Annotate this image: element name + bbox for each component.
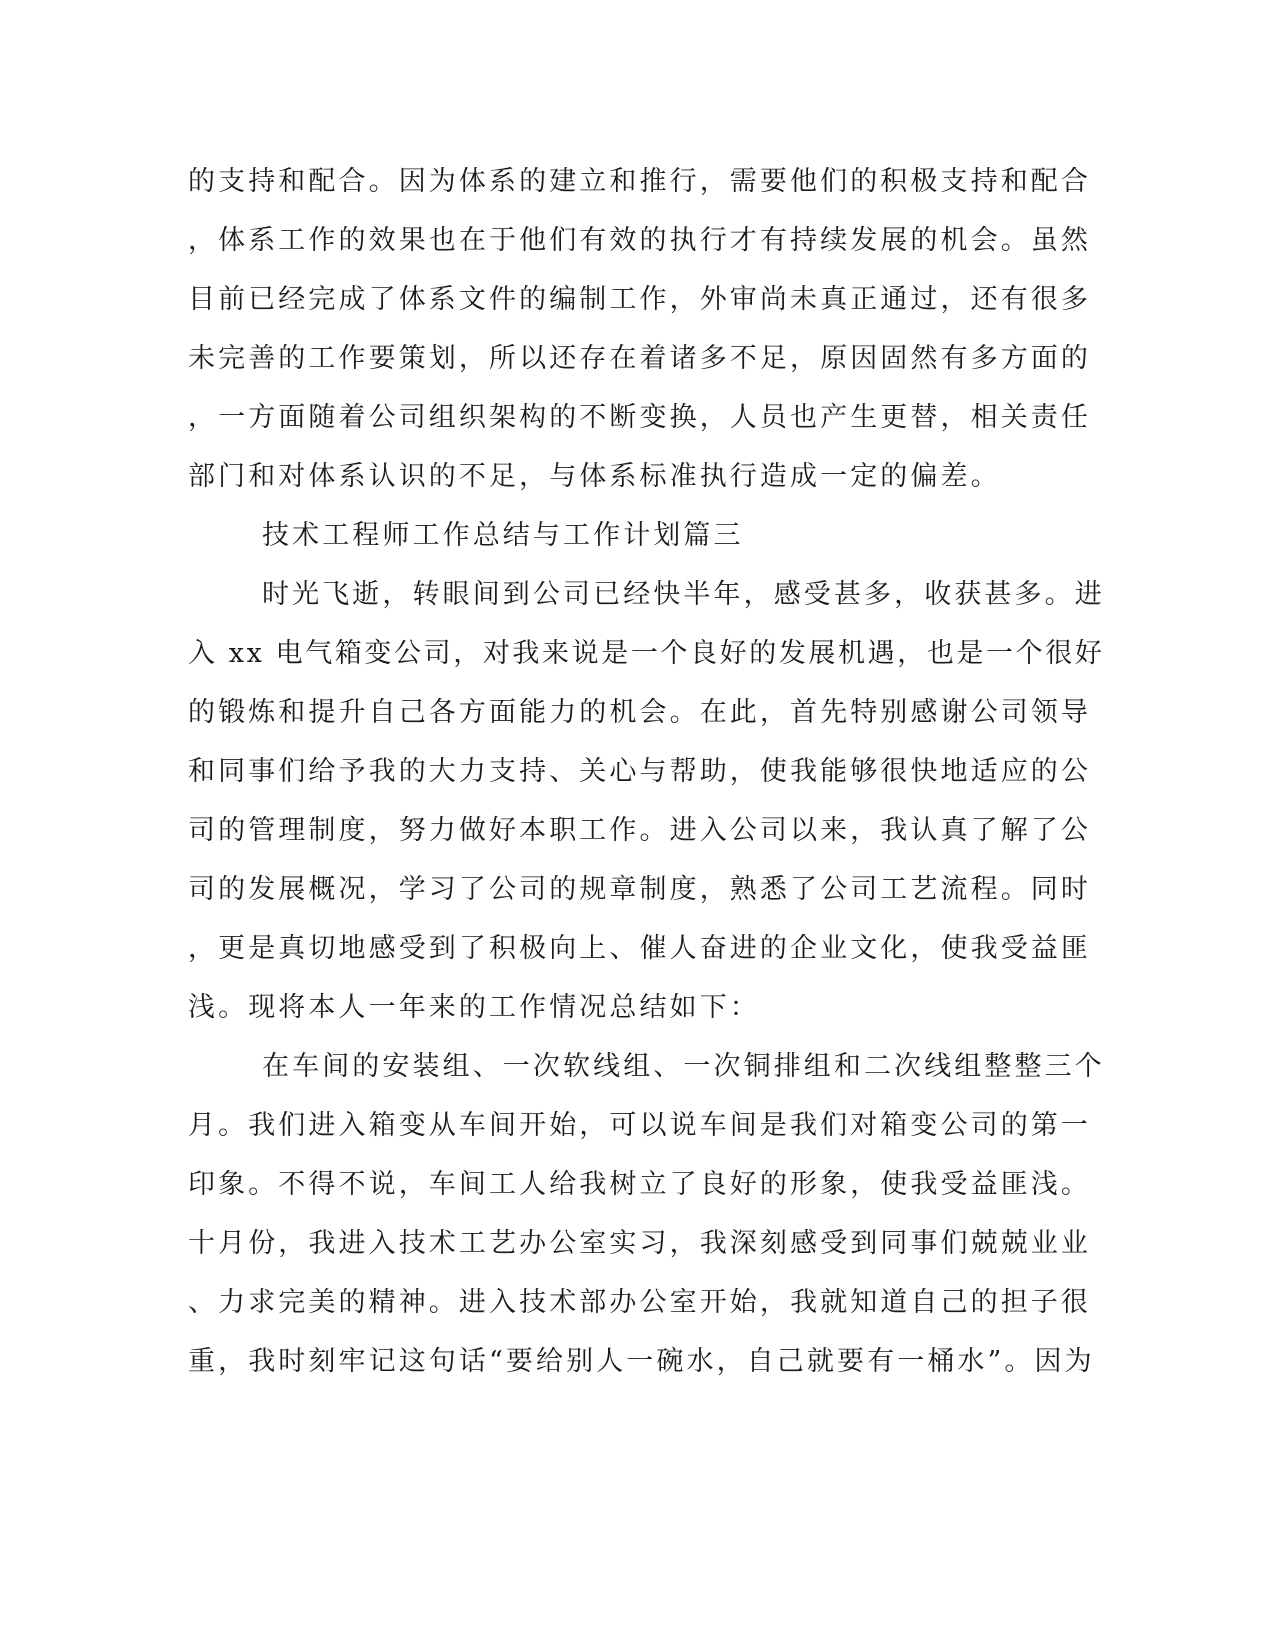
paragraph-line: 司的发展概况，学习了公司的规章制度，熟悉了公司工艺流程。同时 [188,874,1091,905]
paragraph-line: 司的管理制度，努力做好本职工作。进入公司以来，我认真了解了公 [188,815,1091,846]
paragraph-line: 时光飞逝，转眼间到公司已经快半年，感受甚多，收获甚多。进 [262,579,1105,610]
paragraph-line: 入 xx 电气箱变公司，对我来说是一个良好的发展机遇，也是一个很好 [188,638,1105,669]
paragraph-line: 浅。现将本人一年来的工作情况总结如下： [188,992,760,1023]
paragraph-line: 部门和对体系认识的不足，与体系标准执行造成一定的偏差。 [188,461,1001,492]
paragraph-line: 的锻炼和提升自己各方面能力的机会。在此，首先特别感谢公司领导 [188,697,1091,728]
paragraph-line: 重，我时刻牢记这句话“要给别人一碗水，自己就要有一桶水”。因为 [188,1346,1095,1377]
section-heading: 技术工程师工作总结与工作计划篇三 [262,520,744,551]
paragraph-line: 印象。不得不说，车间工人给我树立了良好的形象，使我受益匪浅。 [188,1169,1091,1200]
paragraph-line: ，更是真切地感受到了积极向上、催人奋进的企业文化，使我受益匪 [188,933,1091,964]
paragraph-line: 在车间的安装组、一次软线组、一次铜排组和二次线组整整三个 [262,1051,1105,1082]
paragraph-line: ，体系工作的效果也在于他们有效的执行才有持续发展的机会。虽然 [188,225,1091,256]
paragraph-line: 目前已经完成了体系文件的编制工作，外审尚未真正通过，还有很多 [188,284,1091,315]
paragraph-line: ，一方面随着公司组织架构的不断变换，人员也产生更替，相关责任 [188,402,1091,433]
paragraph-line: 的支持和配合。因为体系的建立和推行，需要他们的积极支持和配合 [188,166,1091,197]
paragraph-line: 十月份，我进入技术工艺办公室实习，我深刻感受到同事们兢兢业业 [188,1228,1091,1259]
paragraph-line: 月。我们进入箱变从车间开始，可以说车间是我们对箱变公司的第一 [188,1110,1091,1141]
paragraph-line: 、力求完美的精神。进入技术部办公室开始，我就知道自己的担子很 [188,1287,1091,1318]
paragraph-line: 未完善的工作要策划，所以还存在着诸多不足，原因固然有多方面的 [188,343,1091,374]
paragraph-line: 和同事们给予我的大力支持、关心与帮助，使我能够很快地适应的公 [188,756,1091,787]
